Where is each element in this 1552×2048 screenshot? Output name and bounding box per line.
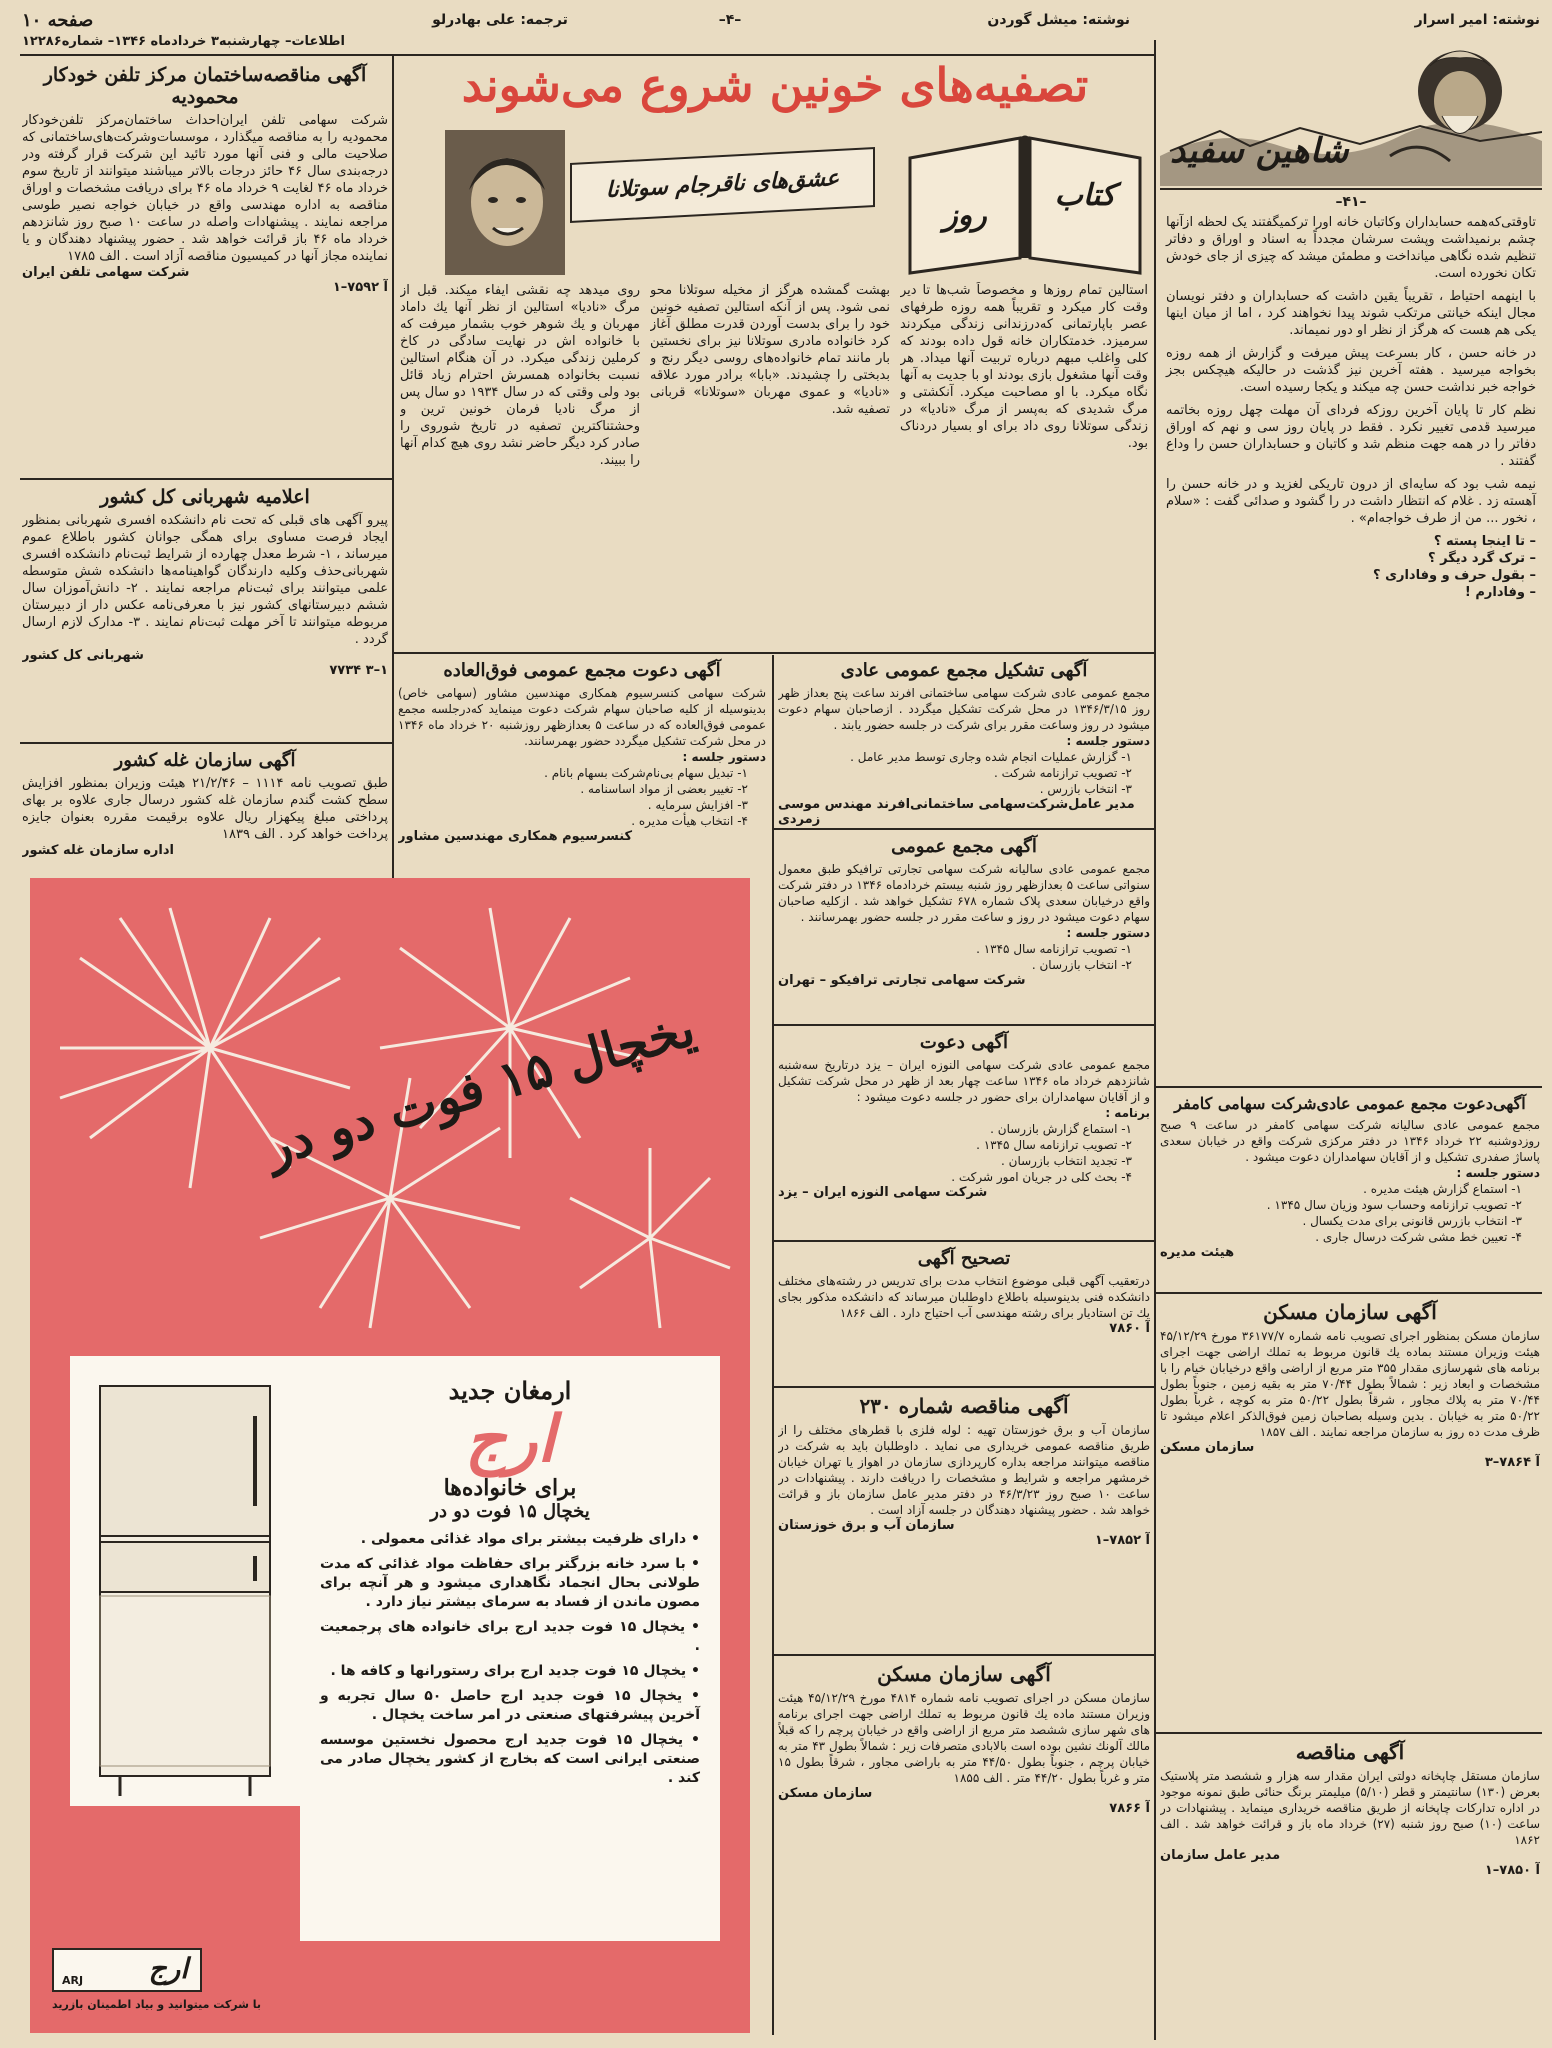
ad-body: سازمان مسکن در اجرای تصویب نامه شماره ۴۸۱۴ مورخ ۴۵/۱۲/۲۹ هیئت وزیران مستند ماده یك قانون مربوط به تملك اراضی جهت اجرای برنامه های شهر سازی ششصد متر مربع از اراضی واقع در خیابان پرچم را که قبلاً مالك آلونك نشین بوده است بالابادی متصرفات زیر : شمالاً بطول ۴۳ متر به خیابان پرچم ، جنوباً بطول ۴۴/۵۰ متر به باراضی مجاور ، شرقاً بطول ۱۵ متر و غرباً بطول ۴۴/۲۰ متر . الف ۱۸۵۵ xyxy=(778,1691,1150,1785)
ad-agenda-title: دستور جلسه : xyxy=(1066,926,1150,940)
ad-signature: شرکت سهامی تجارتی ترافیکو – تهران xyxy=(778,973,1026,988)
ad-signature: کنسرسیوم همکاری مهندسین مشاور xyxy=(398,829,633,844)
article-subtitle: عشق‌های ناقرجام سوتلانا xyxy=(605,164,840,204)
ad-separator xyxy=(1154,1086,1542,1088)
ad-body: سازمان مسکن بمنظور اجرای تصویب نامه شماره ۳۶۱۷۷/۷ مورخ ۴۵/۱۲/۲۹ هیئت وزیران مستند بماده یك قانون مربوط به تملك اراضی جهت اجرای برنامه های شهرسازی مقدار ۳۵۵ متر مربع از اراضی واقع درخیابان خیام را با مشخصات و ابعاد زیر : شمالاً بطول ۷۰/۴۴ متر به بقیه زمین ، جنوباً بطول ۷۰/۴۴ متر به پلاك مجاور ، شرقاً بطول ۵۰/۲۲ متر به کوچه ، غرباً بطول ۵۰/۲۲ متر به خیابان . بدین وسیله بصاحبان زمین فوق‌الذکر اعلام میشود تا ظرف مدت ده روز به سازمان مراجعه نمایند . الف ۱۸۵۷ xyxy=(1160,1329,1540,1439)
ad-separator xyxy=(772,1386,1154,1388)
translator-credit: ترجمه: علی بهادرلو xyxy=(432,12,568,28)
ad-code: آ ۷۸۵۰–۱ xyxy=(1484,1863,1540,1878)
serial-dialogue: – ترک گرد دیگر ؟ xyxy=(1428,551,1536,566)
ad-signature: سازمان مسکن xyxy=(778,1786,873,1801)
ad-body: درتعقیب آگهی قبلی موضوع انتخاب مدت برای تدریس در رشته‌های مختلف دانشکده فنی بدینوسیله باطلاع داوطلبان میرساند که دانشکده مذکور بجای یك تن استادیار برای رشته مهندسی آب احتیاج دارد . الف ۱۸۶۶ xyxy=(778,1274,1150,1320)
ad-agenda-title: برنامه : xyxy=(1105,1106,1150,1120)
serial-paragraph: تاوقتی‌که‌همه حسابداران وکاتبان خانه اورا ترکمیگفتند یک لحظه ازآنها چشم برنمیداشت وپشت سرشان مجدداً به اسناد و اوراق و دفاتر تنظیم شده نگاهی میانداخت و مطمئن میشد که چیزی از جای خودش تکان نخورده است. xyxy=(1166,215,1536,281)
ad-signature: مدیر عامل‌شرکت‌سهامی ساختمانی‌افرند مهندس موسی زمردی xyxy=(778,797,1135,826)
fridge-feature: • یخچال ۱۵ فوت جدید ارج محصول نخستین موسسه صنعتی ایرانی است که بخارج از کشور یخچال صادر می کند . xyxy=(320,1732,700,1786)
header-rule xyxy=(20,54,1154,56)
fridge-footer-note: با شرکت میتوانید و بیاد اطمینان بازرید xyxy=(52,1998,262,2011)
fridge-for-families: برای خانواده‌ها xyxy=(443,1475,577,1501)
author-credit: نوشته: میشل گوردن xyxy=(987,12,1130,28)
agenda-item: ۱- استماع گزارش هیئت مدیره . xyxy=(1363,1182,1522,1196)
fridge-features xyxy=(300,1530,720,1788)
article-column: استالین تمام روزها و مخصوصاً شب‌ها تا دیر وقت کار میکرد و تقریباً همه روزه طرفهای عصر باپارتمانی که‌درزندانی زندگی میکردند سرمیزد. خدمتکاران خانه قول داده بودند که کلی واغلب مبهم درباره تربیت آنها میداد. هر وقت آنها مشغول بازی بودند او با جدیت به آنها نگاه میکرد. با او مصاحبت میکرد. آنکشتی و مرگ شدیدی که به‌پسر از مرگ «نادیا» در زندگی سوتلانا روی داد برای او بسیار دردناک بود. xyxy=(900,283,1148,451)
ad-separator xyxy=(1154,1292,1542,1294)
agenda-item: ۴- بحث کلی در جریان امور شرکت . xyxy=(951,1170,1132,1184)
fridge-headline: یخچال ۱۵ فوت دو در xyxy=(258,998,702,1177)
ad-police-notice xyxy=(22,482,388,742)
fridge-feature: • یخچال ۱۵ فوت جدید ارج برای خانواده های پرجمعیت . xyxy=(320,1619,700,1654)
ad-tender-230 xyxy=(778,1390,1150,1650)
ad-signature: شهربانی کل کشور xyxy=(22,648,144,663)
ad-signature: سازمان مسکن xyxy=(1160,1440,1255,1455)
ad-ordinary-meeting xyxy=(778,656,1150,826)
ad-signature: سازمان آب و برق خوزستان xyxy=(778,1518,955,1533)
date-line: اطلاعات– چهارشنبه۳ خردادماه ۱۳۴۶– شماره۱۲۲۸۶ xyxy=(22,34,345,49)
ad-separator xyxy=(772,1024,1154,1026)
serial-dialogue: – تا اینجا پسته ؟ xyxy=(1433,534,1536,549)
ad-title: آگهی مناقصه شماره ۲۳۰ xyxy=(859,1394,1069,1418)
ad-title: آگهی سازمان غله کشور xyxy=(114,750,296,771)
agenda-item: ۱- گزارش عملیات انجام شده وجاری توسط مدیر عامل . xyxy=(850,750,1132,764)
ad-title: آگهی‌دعوت مجمع عمومی عادی‌شرکت سهامی کامفر xyxy=(1174,1094,1526,1113)
ad-code: آ ۷۸۶۴–۳ xyxy=(1484,1455,1540,1470)
ad-housing-right xyxy=(1160,1296,1540,1726)
column-rule xyxy=(1154,40,1156,2040)
ad-body: سازمان مستقل چاپخانه دولتی ایران مقدار سه هزار و ششصد متر پلاستیک بعرض (۱۳۰) سانتیمتر و قطر (۵/۱۰) میلیمتر برنگ حنائی طبق نمونه موجود در اداره تدارکات چاپخانه از طریق مناقصه خریداری مینماید . پیشنهادات در ساعت (۱۰) صبح روز شنبه (۲۷) خرداد ماه باز و قرائت خواهد شد . الف ۱۸۶۲ xyxy=(1160,1769,1540,1847)
ad-body: مجمع عمومی عادی سالیانه شرکت سهامی تجارتی ترافیکو طبق معمول سنواتی ساعت ۵ بعدازظهر روز شنبه بیستم خردادماه ۱۳۴۶ در دفتر شرکت واقع درخیابان سعدی پلاک شماره ۶۷۸ تشکیل خواهد شد . ازکلیه صاحبان سهام دعوت میشود در روز و ساعت مقرر در جلسه حضور بهمرسانند . xyxy=(778,862,1150,924)
agenda-item: ۲- تغییر بعضی از مواد اساسنامه . xyxy=(580,782,748,796)
serial-paragraph: نظم کار تا پایان آخرین روزکه فردای آن مهلت چهل روزه بخاتمه میرسید قدمی تغییر نکرد . فقط در پایان روز سی و نهم که اوراق دفاتر را در همه جهت منظم شد و کاتبان و حسابداران حسن را وداع گفتند . xyxy=(1166,403,1536,469)
agenda-item: ۲- تصویب ترازنامه شرکت . xyxy=(993,766,1132,780)
ad-signature: شرکت سهامی تلفن ایران xyxy=(22,265,190,280)
fridge-text-panel xyxy=(300,1356,720,1941)
fridge-feature: • یخچال ۱۵ فوت جدید ارج حاصل ۵۰ سال تجربه و آخرین پیشرفتهای صنعتی در امر ساخت یخچال . xyxy=(320,1688,700,1723)
ad-correction xyxy=(778,1244,1150,1384)
ad-title: تصحیح آگهی xyxy=(917,1248,1011,1269)
serial-title: شاهین سفید xyxy=(1170,131,1349,171)
ad-body: سازمان آب و برق خوزستان تهیه : لوله فلزی با قطرهای مختلف را از طریق مناقصه عمومی خریداری می نماید . داوطلبان باید به شرکت در مناقصه میتوانند مراجعه بداره کارپردازی سازمان در اهواز یا تهران خیابان خرمشهر مراجعه و شرایط و مشخصات را دریافت دارند . پیشنهادات در ساعت ۱۰ صبح روز ۴۶/۳/۲۳ در دفتر مدیر عامل سازمان باز و قرائت خواهد شد . حضور پیشنهاد دهندگان در جلسه آزاد است . xyxy=(778,1423,1150,1517)
article-column: روی میدهد چه نقشی ایفاء میکند. قبل از مرگ «نادیا» استالین از نظر آنها یك داماد مهربان و یك شوهر خوب بشمار میرفت که با خانواده اش در نهایت سادگی در کاخ کرملین زندگی میکرد. در آن هنگام استالین نسبت بخانواده همسرش احترام زیاد قائل بود ولی وقتی که در سال ۱۹۳۴ دو سال پس از مرگ نادیا فرمان خونین ترین و وحشتناکترین تصفیه در تاریخ شوروی را صادر کرد دیگر حاضر نشد روی هیچ کدام آنها را ببیند. xyxy=(400,283,640,468)
fridge-advertisement xyxy=(30,878,750,2033)
column-rule xyxy=(772,655,774,2035)
agenda-item: ۴- تعیین خط مشی شرکت درسال جاری . xyxy=(1315,1230,1522,1244)
serial-paragraph: در خانه حسن ، کار بسرعت پیش میرفت و گزارش از همه روزه بخواجه میرسید . هفته آخرین نیز گذشت در حالیکه هیچکس بجز خواجه خبر نداشت حسن چه میکند و یکجا رسیده است. xyxy=(1166,346,1536,395)
agenda-item: ۳- انتخاب بازرس . xyxy=(1039,782,1132,796)
serial-author: نوشته: امیر اسرار xyxy=(1414,12,1540,28)
subtitle-banner xyxy=(570,147,875,223)
agenda-item: ۴- انتخاب هیأت مدیره . xyxy=(631,814,748,828)
ad-signature: شرکت سهامی النوزه ایران – یزد xyxy=(778,1185,988,1200)
serial-dialogue: – وفادارم ! xyxy=(1464,585,1536,600)
ad-body: پیرو آگهی های قبلی که تحت نام دانشکده افسری شهربانی بمنظور ایجاد فرصت مساوی برای همگی جوانان کشور باطلاع عموم میرساند ، ۱- شرط معدل چهارده از شرایط ثبت‌نام دانشکده افسری شهربانی‌حذف وکلیه دارندگان گواهینامه‌ها دانشکده شش متوسطه علمی میتوانند برای ثبت‌نام مراجعه نمایند . ۲- دانش‌آموزان سال ششم دبیرستانهای کشور نیز با معرفی‌نامه عکس دار از دبیرستان مربوطه میتوانند تا آخر مهلت ثبت‌نام نمایند . ۳- مدارک لازم ارسال گردد . xyxy=(22,513,388,647)
ad-code: آ ۷۸۶۰ xyxy=(1109,1321,1150,1336)
fridge-feature: • دارای ظرفیت بیشتر برای مواد غذائی معمولی . xyxy=(360,1531,700,1547)
fridge-feature: • یخچال ۱۵ فوت جدید ارج برای رستورانها و کافه ها . xyxy=(330,1663,700,1679)
fridge-brand: ارج xyxy=(465,1402,555,1477)
ad-separator xyxy=(772,1240,1154,1242)
ad-title: آگهی مناقصه‌ساختمان مرکز تلفن خودکار محمودیه xyxy=(43,64,367,108)
agenda-item: ۲- تصویب ترازنامه وحساب سود وزیان سال ۱۳۴۵ . xyxy=(1266,1198,1522,1212)
book-label-right: روز xyxy=(943,198,987,233)
serial-installment: –۴۱– xyxy=(1335,194,1367,210)
serial-rule xyxy=(1160,188,1542,190)
book-label-left: کتاب xyxy=(1054,178,1116,213)
serial-story xyxy=(1160,36,1542,1086)
ad-general-assembly xyxy=(778,832,1150,1022)
main-headline: تصفیه‌های خونین شروع می‌شوند xyxy=(461,58,1089,112)
ad-telephone-tender xyxy=(22,60,388,440)
ad-separator xyxy=(772,1654,1154,1656)
ad-body: مجمع عمومی عادی شرکت سهامی ساختمانی افرند ساعت پنج بعداز ظهر روز ۱۳۴۶/۳/۱۵ در محل شرکت تشکیل میگردد . ازصاحبان سهام دعوت میشود در روز وساعت مقرر برای شرکت در جلسه حضور یابند . xyxy=(778,686,1150,732)
ad-grain-org xyxy=(22,746,388,871)
ad-title: آگهی مناقصه xyxy=(1295,1740,1405,1764)
ad-kamfar-meeting xyxy=(1160,1090,1540,1290)
serial-illustration xyxy=(1160,36,1542,186)
agenda-item: ۳- تجدید انتخاب بازرسان . xyxy=(1001,1154,1132,1168)
ad-separator xyxy=(20,742,392,744)
ad-code: آ ۷۵۹۲–۱ xyxy=(332,280,388,295)
ad-separator xyxy=(20,478,392,480)
ad-code: آ ۷۸۶۶ xyxy=(1109,1801,1150,1816)
chapter-number: –۴– xyxy=(718,12,742,28)
woman-portrait xyxy=(445,130,565,275)
ad-body: شرکت سهامی تلفن ایران‌احداث ساختمان‌مرکز تلفن‌خودکار محمودیه را به مناقصه میگذارد ، موسسات‌وشرکت‌های‌ساختمانی که صلاحیت مالی و فنی آنها مورد تائید این شرکت قرار گرفته ودر درجه‌بندی سال ۴۶ حائز درجات بالاتر میباشند میتوانند از تاریخ سوم خرداد ماه ۴۶ لغایت ۹ خرداد ماه ۴۶ برای دریافت مشخصات و اوراق مناقصه به اداره مهندسی واقع در خیابان خواجه نصیر طوسی مراجعه نمایند . پیشنهادات واصله در ساعت ۱۰ صبح روز شانزدهم خرداد ماه ۴۶ باز قرائت خواهد شد . حضور پیشنهاد دهندگان و یا نماینده مجاز آنها در کمیسیون مناقصه آزاد است . الف ۱۷۸۵ xyxy=(22,113,388,264)
agenda-item: ۱- استماع گزارش بازرسان . xyxy=(990,1122,1132,1136)
arj-logo-text: ارج xyxy=(148,1952,188,1985)
ad-signature: هیئت مدیره xyxy=(1160,1245,1235,1260)
ad-housing-center xyxy=(778,1658,1150,2038)
ad-separator xyxy=(1154,1732,1542,1734)
serial-body xyxy=(1160,210,1542,601)
ad-title: آگهی دعوت xyxy=(919,1032,1009,1053)
page-label: صفحه ۱۰ xyxy=(22,10,94,31)
fridge-gift-line: ارمغان جدید xyxy=(448,1376,572,1405)
agenda-item: ۲- انتخاب بازرسان . xyxy=(1031,958,1132,972)
agenda-item: ۱- تصویب ترازنامه سال ۱۳۴۵ . xyxy=(976,942,1132,956)
arj-logo xyxy=(52,1948,202,1992)
article-bottom-rule xyxy=(392,652,1154,654)
agenda-item: ۱- تبدیل سهام بی‌نام‌شرکت بسهام بانام . xyxy=(544,766,748,780)
article-column: بهشت گمشده هرگز از مخیله سوتلانا محو نمی شود. پس از آنکه استالین تصفیه خونین خود را برای بدست آوردن قدرت مطلق آغاز کرد خانواده مادری سوتلانا نیز برای نخستین بار مانند تمام خانواده‌های روسی دیگر رنج و بدبختی را چشیدند. «بابا» برادر مورد علاقه «نادیا» و عموی مهربان «سوتلانا» قربانی تصفیه شد. xyxy=(650,283,890,417)
ad-printing-tender xyxy=(1160,1736,1540,2036)
ad-title: آگهی دعوت مجمع عمومی فوق‌العاده xyxy=(443,660,721,681)
fridge-feature: • با سرد خانه بزرگتر برای حفاظت مواد غذائی که مدت طولانی بحال انجماد نگاهداری میشود و هر آنچه برای مصون ماندن از فساد به سرمای بیشتر نیاز دارد . xyxy=(320,1556,700,1610)
ad-title: اعلامیه شهربانی کل کشور xyxy=(100,486,310,508)
ad-extraordinary-meeting xyxy=(398,656,766,856)
ad-title: آگهی مجمع عمومی xyxy=(891,836,1037,857)
agenda-item: ۲- تصویب ترازنامه سال ۱۳۴۵ . xyxy=(976,1138,1132,1152)
portrait-photo xyxy=(445,130,565,275)
ad-code: آ ۷۸۵۲–۱ xyxy=(1094,1533,1150,1548)
ad-signature: اداره سازمان غله کشور xyxy=(22,843,174,858)
ad-separator xyxy=(772,828,1154,830)
serial-paragraph: با اینهمه احتیاط ، تقریباً یقین داشت که حسابداران و دفتر نویسان مجال اینکه خیانتی مرتکب شوند پیدا نخواهند کرد ، اما از میان اینها یکی هم هست که هرگز از نظر او دور نمیماند. xyxy=(1166,289,1536,338)
ad-code: ۱–۳ ۷۷۳۴ xyxy=(329,663,388,678)
ad-body: طبق تصویب نامه ۱۱۱۴ – ۲۱/۲/۴۶ هیئت وزیران بمنظور افزایش سطح کشت گندم سازمان غله کشور درسال جاری علاوه بر بهای پرداختی مبلغ پیکهزار ریال علاوه برقیمت مقرره بعنوان جایزه پرداخت خواهد کرد . الف ۱۸۳۹ xyxy=(22,776,388,842)
ad-body: مجمع عمومی عادی شرکت سهامی النوزه ایران – یزد درتاریخ سه‌شنبه شانزدهم خرداد ماه ۱۳۴۶ ساعت چهار بعد از ظهر در محل شرکت تشکیل و از آقایان سهامداران برای حضور در جلسه دعوت میشود : xyxy=(778,1058,1150,1104)
ad-body: شرکت سهامی کنسرسیوم همکاری مهندسین مشاور (سهامی خاص) بدینوسیله از کلیه صاحبان سهام شرکت دعوت مینماید که‌درجلسه مجمع عمومی فوق‌العاده که در ساعت ۵ بعدازظهر روزشنبه ۲۰ خرداد ماه ۱۳۴۶ در محل شرکت تشکیل میگردد حضور بهمرسانند. xyxy=(398,686,766,748)
ad-title: آگهی سازمان مسکن xyxy=(1263,1300,1437,1324)
arj-logo-latin: ARJ xyxy=(62,1974,84,1987)
fridge-model-line: یخچال ۱۵ فوت دو در xyxy=(430,1501,590,1522)
serial-dialogue: – بقول حرف و وفاداری ؟ xyxy=(1373,568,1536,583)
serial-paragraph: نیمه شب بود که سایه‌ای از درون تاریکی لغزید و در خانه حسن را آهسته زد . غلام که انتظار داشت در را گشود و صدائی گفت : «سلام ، نخور ... من از طرف خواجه‌ام» . xyxy=(1166,477,1536,526)
ad-agenda-title: دستور جلسه : xyxy=(1456,1166,1540,1180)
ad-body: مجمع عمومی عادی سالیانه شرکت سهامی کامفر در ساعت ۹ صبح روزدوشنبه ۲۲ خرداد ۱۳۴۶ در دفتر مرکزی شرکت واقع در خیابان سعدی پاساژ صفدری تشکیل و از آقایان سهامداران دعوت میشود . xyxy=(1160,1118,1540,1164)
ad-agenda-title: دستور جلسه : xyxy=(682,750,766,764)
book-of-day-logo xyxy=(900,128,1150,278)
agenda-item: ۳- انتخاب بازرس قانونی برای مدت یکسال . xyxy=(1302,1214,1522,1228)
ad-agenda-title: دستور جلسه : xyxy=(1066,734,1150,748)
refrigerator-image xyxy=(70,1356,300,1806)
ad-signature: مدیر عامل سازمان xyxy=(1160,1848,1281,1863)
ad-title: آگهی سازمان مسکن xyxy=(877,1662,1051,1686)
ad-title: آگهی تشکیل مجمع عمومی عادی xyxy=(840,660,1088,681)
agenda-item: ۳- افزایش سرمایه . xyxy=(647,798,748,812)
ad-invitation xyxy=(778,1028,1150,1238)
